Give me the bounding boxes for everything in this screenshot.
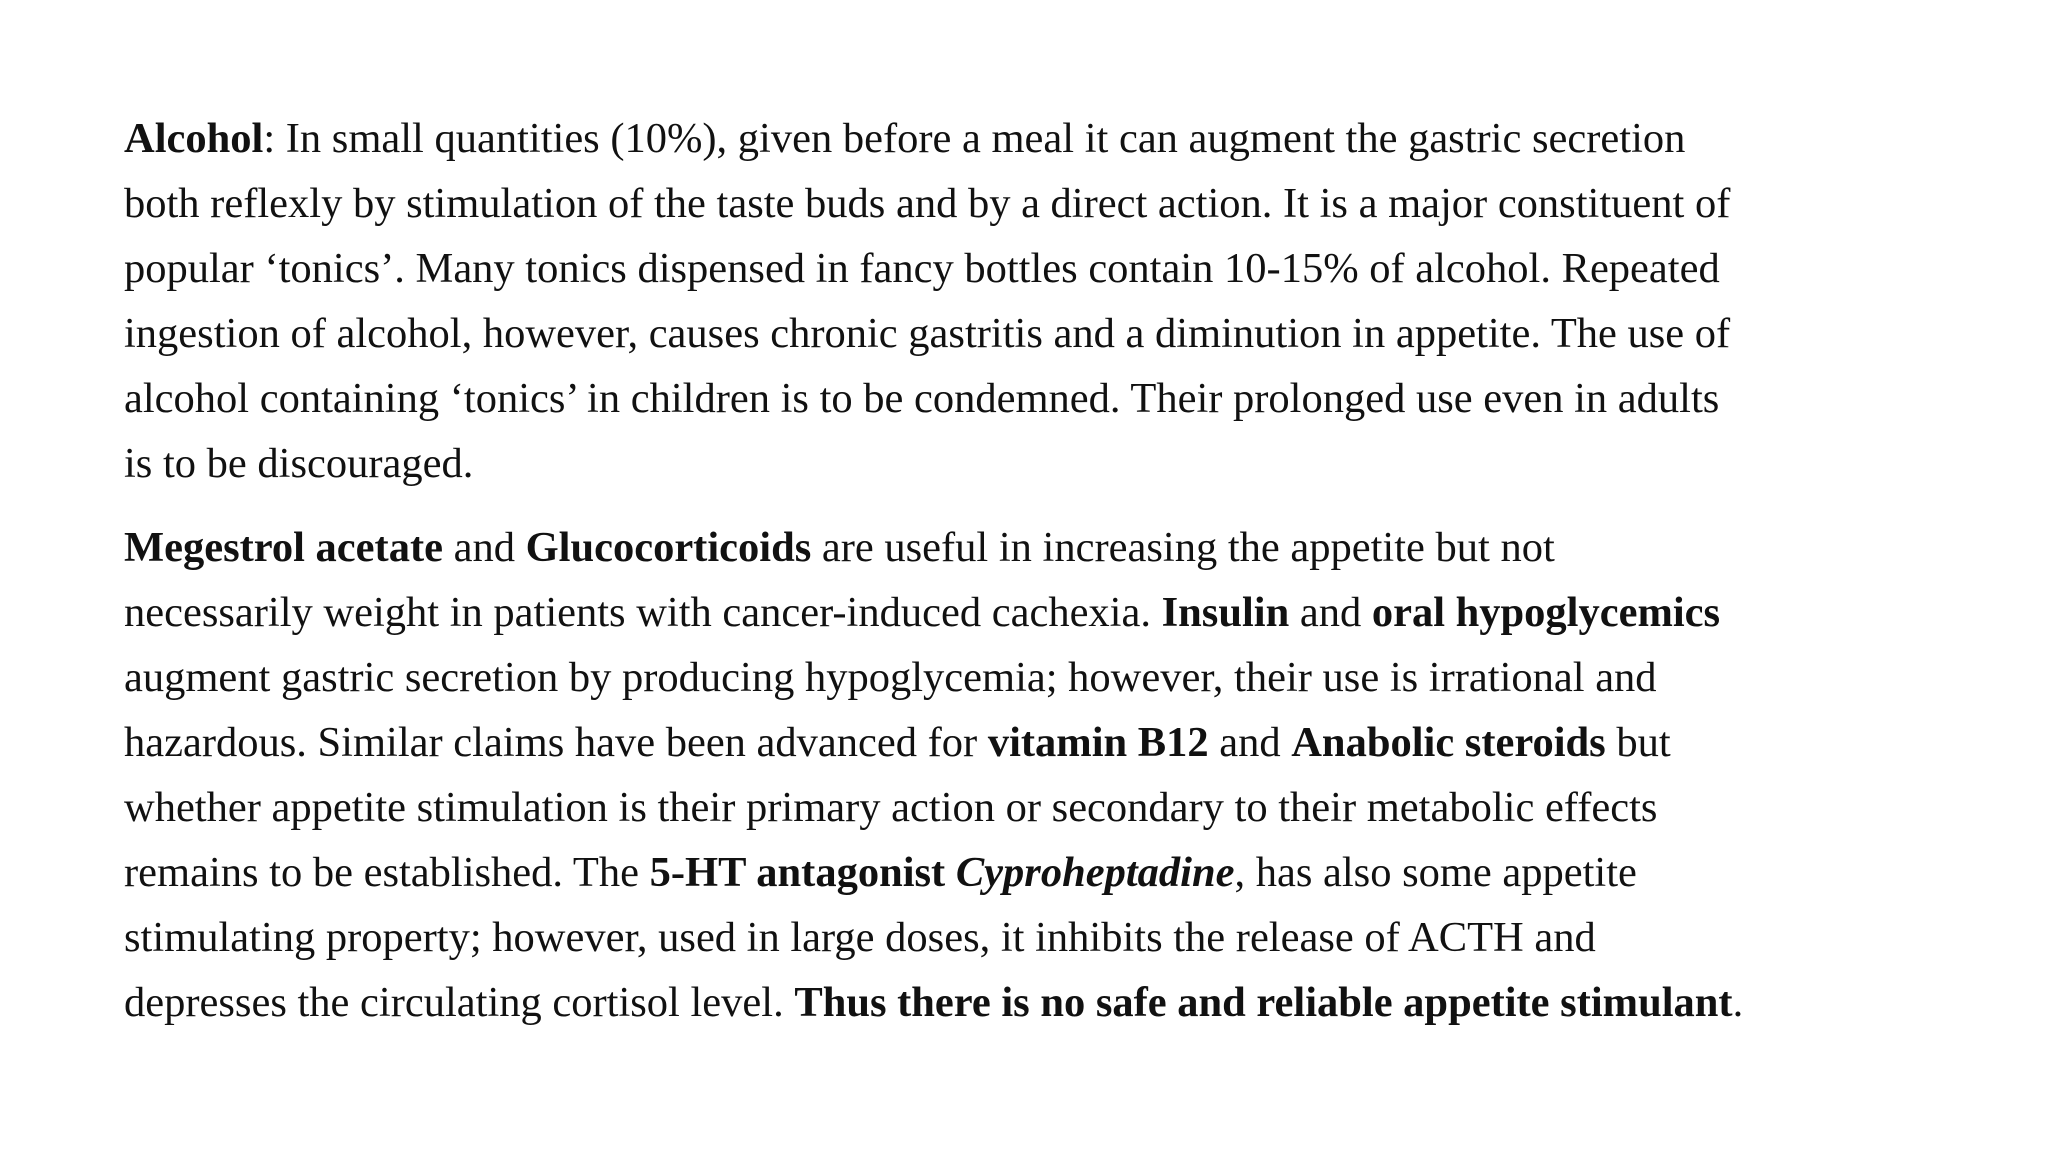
bold-term: Alcohol: [124, 115, 264, 162]
text-run: is to be discouraged.: [124, 440, 474, 487]
bold-term: Insulin: [1161, 589, 1290, 636]
text-line: [124, 515, 1944, 580]
bold-term: Megestrol acetate: [124, 524, 443, 571]
document-body: [124, 106, 1944, 1035]
bold-italic-term: [956, 849, 1235, 896]
bold-term: vitamin B12: [987, 719, 1209, 766]
text-run: popular ‘tonics’. Many tonics dispensed in fancy bottles contain 10-15% of alcohol. Repeated: [124, 245, 1720, 292]
text-line: [124, 840, 1944, 905]
italic-text: Cyproheptadine: [955, 849, 1235, 896]
bold-term: Thus there is no safe and reliable appetite stimulant: [794, 979, 1733, 1026]
text-line: [124, 905, 1944, 970]
bold-term: Anabolic steroids: [1291, 719, 1606, 766]
text-line: [124, 236, 1944, 301]
text-line: [124, 970, 1944, 1035]
text-line: [124, 645, 1944, 710]
text-run: : In small quantities (10%), given before a meal it can augment the gastric secretion: [263, 115, 1686, 162]
paragraph-appetite-stimulants: [124, 515, 1944, 1035]
text-run: whether appetite stimulation is their primary action or secondary to their metabolic effects: [124, 784, 1658, 831]
text-run: necessarily weight in patients with cancer-induced cachexia.: [124, 589, 1162, 636]
text-run: stimulating property; however, used in large doses, it inhibits the release of ACTH and: [124, 914, 1596, 961]
text-run: but: [1605, 719, 1671, 766]
text-line: [124, 710, 1944, 775]
bold-term: Glucocorticoids: [525, 524, 812, 571]
text-run: are useful in increasing the appetite but not: [811, 524, 1555, 571]
text-run: and: [442, 524, 526, 571]
text-line: [124, 431, 1944, 496]
text-run: and: [1289, 589, 1372, 636]
text-line: [124, 106, 1944, 171]
text-run: augment gastric secretion by producing hypoglycemia; however, their use is irrational and: [124, 654, 1657, 701]
text-run: and: [1208, 719, 1292, 766]
bold-term: 5-HT antagonist: [649, 849, 956, 896]
text-line: [124, 301, 1944, 366]
text-line: [124, 775, 1944, 840]
text-run: , has also some appetite: [1234, 849, 1637, 896]
bold-term: oral hypoglycemics: [1371, 589, 1721, 636]
text-run: .: [1732, 979, 1744, 1026]
text-run: hazardous. Similar claims have been advanced for: [124, 719, 988, 766]
text-run: remains to be established. The: [124, 849, 650, 896]
text-line: [124, 366, 1944, 431]
text-line: [124, 580, 1944, 645]
paragraph-alcohol: [124, 106, 1944, 496]
text-line: [124, 171, 1944, 236]
text-run: both reflexly by stimulation of the taste buds and by a direct action. It is a major constituent of: [124, 180, 1731, 227]
text-run: depresses the circulating cortisol level.: [124, 979, 795, 1026]
text-run: ingestion of alcohol, however, causes chronic gastritis and a diminution in appetite. The use of: [124, 310, 1731, 357]
text-run: alcohol containing ‘tonics’ in children is to be condemned. Their prolonged use even in adults: [124, 375, 1720, 422]
